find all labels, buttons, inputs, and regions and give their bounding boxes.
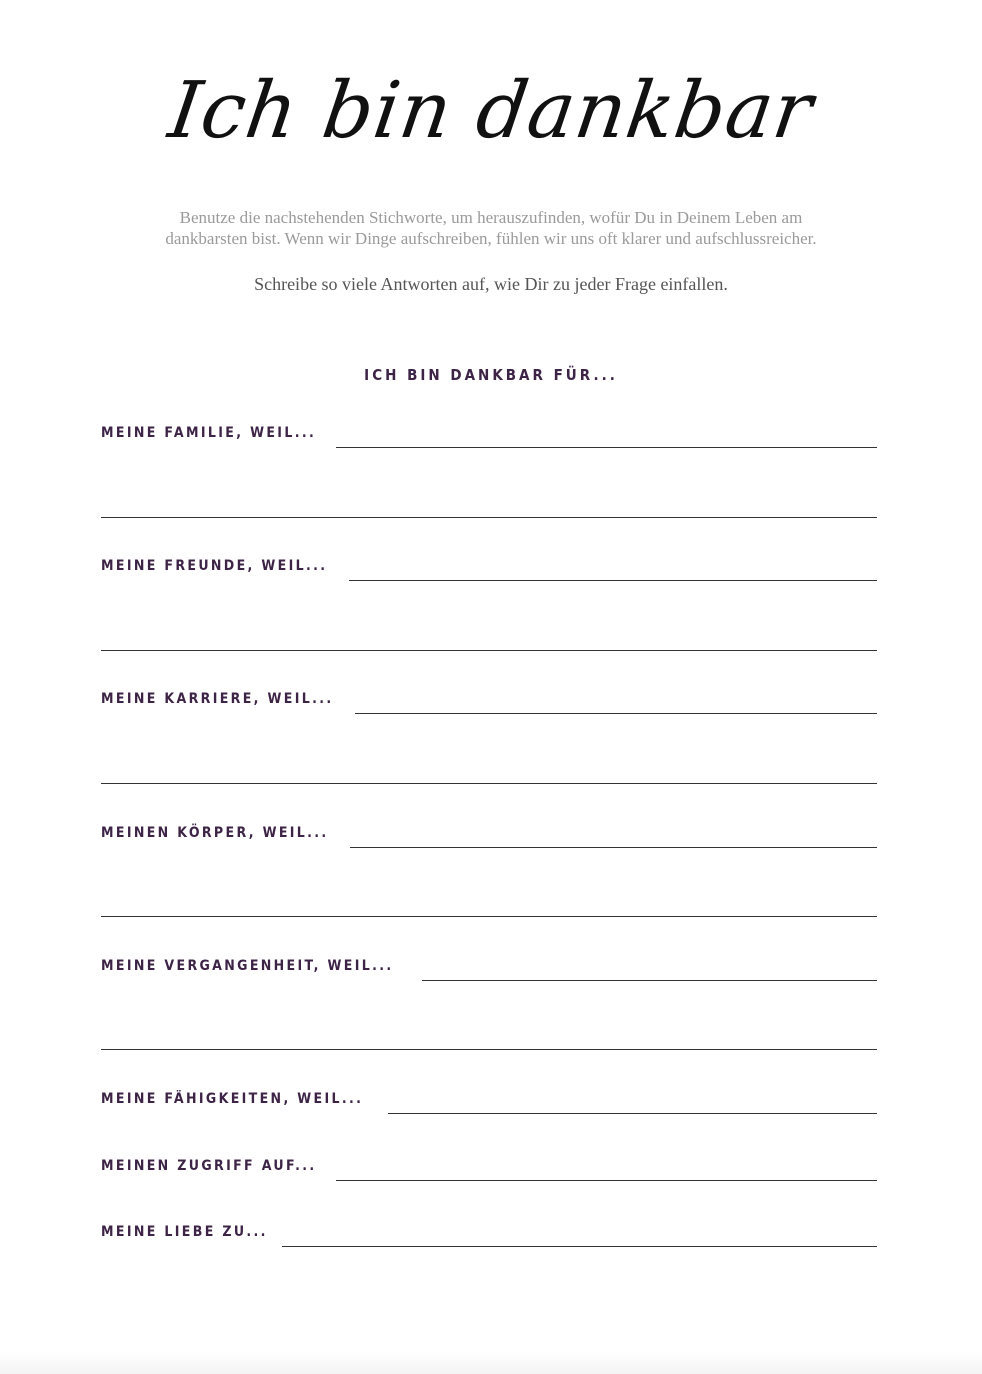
section-heading: ICH BIN DANKBAR FÜR... xyxy=(364,366,618,384)
answer-line[interactable] xyxy=(422,979,877,981)
instruction-text: Schreibe so viele Antworten auf, wie Dir zu jeder Frage einfallen. xyxy=(254,274,728,294)
answer-line[interactable] xyxy=(388,1112,877,1114)
answer-line[interactable] xyxy=(336,446,877,448)
page-title: Ich bin dankbar xyxy=(163,66,819,156)
prompt-label: MEINE KARRIERE, WEIL... xyxy=(101,691,334,707)
prompt-row-friends xyxy=(101,557,877,581)
intro-text: Benutze die nachstehenden Stichworte, um herauszufinden, wofür Du in Deinem Leben am dankbarsten bist. Wenn wir Dinge aufschreiben, fühlen wir uns oft klarer und aufschlussreicher. xyxy=(165,208,817,248)
answer-line[interactable] xyxy=(282,1245,877,1247)
answer-line[interactable] xyxy=(349,579,877,581)
prompt-row-love xyxy=(101,1223,877,1247)
prompt-label: MEINE LIEBE ZU... xyxy=(101,1224,268,1240)
prompt-label: MEINE FAMILIE, WEIL... xyxy=(101,425,317,441)
prompt-label: MEINE FÄHIGKEITEN, WEIL... xyxy=(101,1091,364,1107)
prompt-row-family xyxy=(101,424,877,448)
answer-line[interactable] xyxy=(355,712,877,714)
prompt-label: MEINE VERGANGENHEIT, WEIL... xyxy=(101,958,394,974)
prompt-row-skills xyxy=(101,1090,877,1114)
answer-line[interactable] xyxy=(101,1049,877,1050)
page-edge-shadow xyxy=(0,1352,982,1374)
prompt-row-career xyxy=(101,690,877,714)
prompt-row-past xyxy=(101,957,877,981)
prompt-row-access xyxy=(101,1157,877,1181)
answer-line[interactable] xyxy=(101,783,877,784)
prompt-label: MEINE FREUNDE, WEIL... xyxy=(101,558,328,574)
answer-line[interactable] xyxy=(336,1179,877,1181)
answer-line[interactable] xyxy=(101,517,877,518)
prompt-label: MEINEN KÖRPER, WEIL... xyxy=(101,825,329,841)
prompt-row-body xyxy=(101,824,877,848)
prompt-label: MEINEN ZUGRIFF AUF... xyxy=(101,1158,317,1174)
answer-line[interactable] xyxy=(101,650,877,651)
answer-line[interactable] xyxy=(101,916,877,917)
answer-line[interactable] xyxy=(350,846,877,848)
